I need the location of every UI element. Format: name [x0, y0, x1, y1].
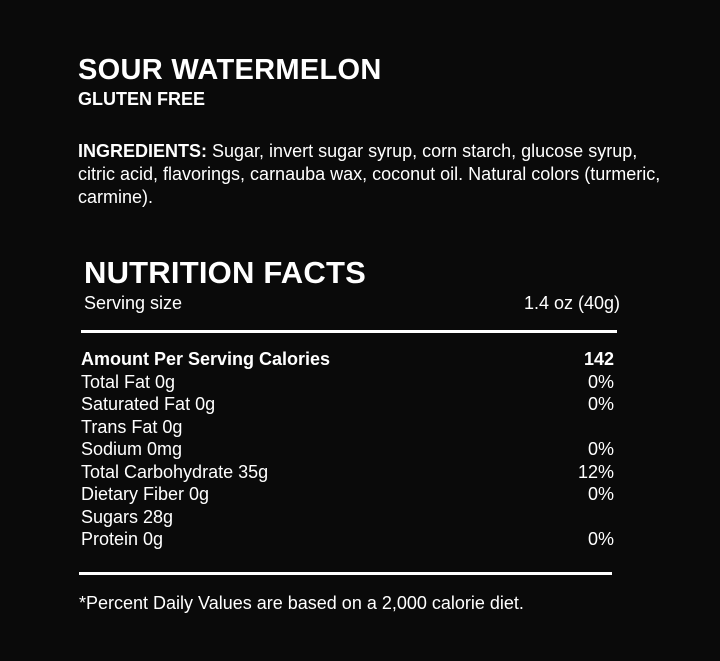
nutrition-facts-title: NUTRITION FACTS	[84, 255, 366, 290]
divider-bottom	[79, 572, 612, 575]
nutrient-daily-value: 12%	[577, 461, 614, 482]
nutrient-label: Protein 0g	[81, 529, 164, 549]
calories-label: Amount Per Serving Calories	[81, 349, 331, 369]
nutrient-row-sugars	[81, 506, 614, 529]
nutrient-daily-value: 0%	[587, 439, 614, 459]
product-subtitle: GLUTEN FREE	[78, 89, 206, 109]
nutrient-label: Sugars 28g	[81, 506, 174, 527]
ingredients-text: Sugar, invert sugar syrup, corn starch, glucose syrup, citric acid, flavorings, carnauba wax, coconut oil. Natural colors (turmeric, carmine).	[78, 141, 661, 207]
nutrient-row-total-carbohydrate	[81, 461, 614, 484]
nutrient-daily-value: 0%	[587, 371, 614, 392]
nutrient-label: Dietary Fiber 0g	[81, 484, 210, 504]
nutrient-daily-value	[554, 416, 614, 439]
nutrient-daily-value: 0%	[587, 484, 614, 504]
nutrient-label: Sodium 0mg	[81, 439, 183, 459]
nutrient-row-dietary-fiber	[81, 483, 614, 506]
serving-size-row	[84, 292, 620, 314]
nutrient-daily-value: 0%	[587, 394, 614, 414]
ingredients-label: INGREDIENTS:	[78, 141, 208, 161]
product-title: SOUR WATERMELON	[78, 54, 382, 86]
nutrient-row-trans-fat	[81, 416, 614, 439]
nutrient-label: Total Fat 0g	[81, 371, 176, 392]
calories-row	[81, 348, 614, 371]
nutrient-row-protein	[81, 528, 614, 551]
nutrient-label: Total Carbohydrate 35g	[81, 461, 269, 482]
ingredients-paragraph	[78, 140, 678, 209]
nutrient-label: Trans Fat 0g	[81, 416, 183, 437]
nutrient-row-total-fat	[81, 371, 614, 394]
serving-size-value: 1.4 oz (40g)	[523, 293, 620, 313]
serving-size-label: Serving size	[84, 293, 183, 313]
daily-value-footnote: *Percent Daily Values are based on a 2,000 calorie diet.	[79, 593, 524, 613]
nutrient-label: Saturated Fat 0g	[81, 394, 216, 414]
nutrient-row-sodium	[81, 438, 614, 461]
nutrient-daily-value	[554, 506, 614, 529]
nutrient-table	[81, 348, 614, 551]
divider-top	[81, 330, 617, 333]
nutrient-row-saturated-fat	[81, 393, 614, 416]
calories-value: 142	[583, 349, 614, 369]
nutrient-daily-value: 0%	[587, 529, 614, 549]
